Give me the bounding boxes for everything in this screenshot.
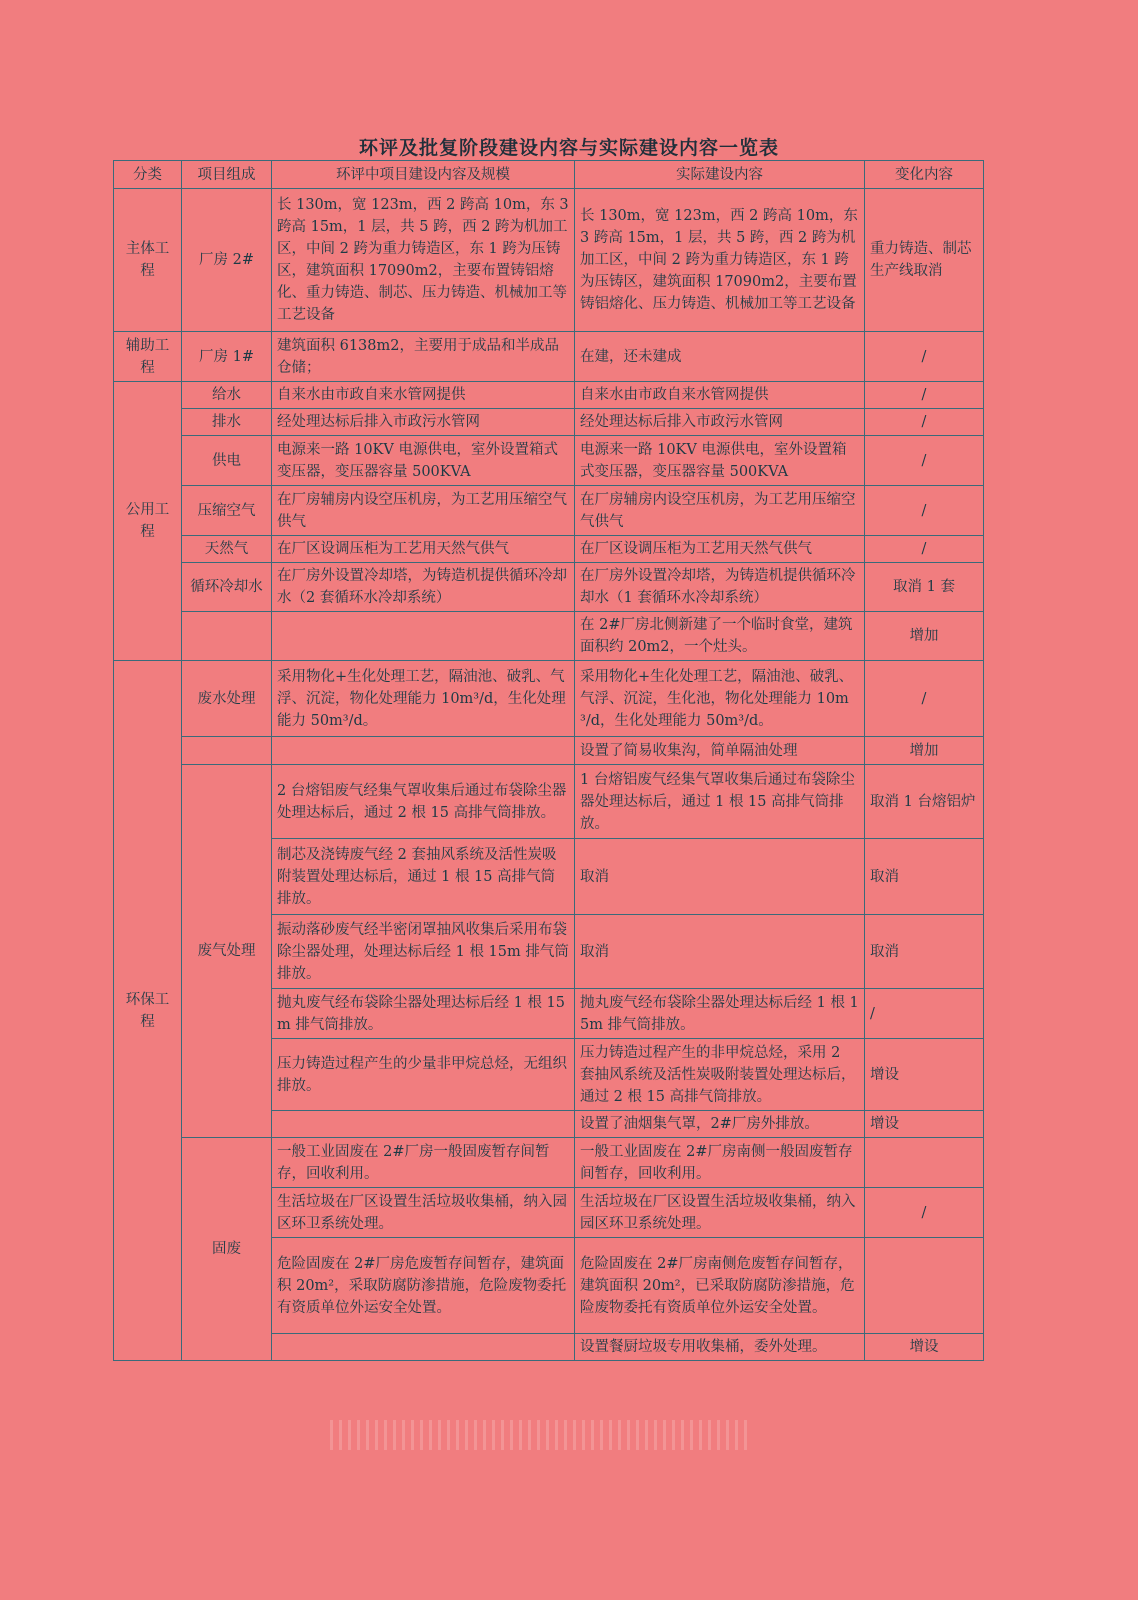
- eia-cell: [272, 612, 575, 661]
- eia-cell: 压力铸造过程产生的少量非甲烷总烃，无组织排放。: [272, 1039, 575, 1111]
- component-cell: 废气处理: [182, 765, 272, 1138]
- eia-cell: 危险固废在 2#厂房危废暂存间暂存，建筑面积 20m²，采取防腐防渗措施，危险废物委托有资质单位外运安全处置。: [272, 1238, 575, 1334]
- actual-cell: 在 2#厂房北侧新建了一个临时食堂，建筑面积约 20m2，一个灶头。: [575, 612, 865, 661]
- change-cell: 增设: [865, 1039, 984, 1111]
- table-row: [114, 409, 984, 436]
- actual-cell: 长 130m，宽 123m，西 2 跨高 10m，东 3 跨高 15m，1 层，共 5 跨，西 2 跨为机加工区，中间 2 跨为重力铸造区，东 1 跨为压铸区，建筑面积 17090m2，主要布置铸铝熔化、压力铸造、机械加工等工艺设备: [575, 189, 865, 332]
- eia-cell: 2 台熔铝废气经集气罩收集后通过布袋除尘器处理达标后，通过 2 根 15 高排气筒排放。: [272, 765, 575, 839]
- actual-cell: 生活垃圾在厂区设置生活垃圾收集桶，纳入园区环卫系统处理。: [575, 1188, 865, 1238]
- table-header-row: [114, 161, 984, 189]
- change-cell: 取消 1 套: [865, 563, 984, 612]
- change-cell: /: [865, 661, 984, 737]
- component-cell: 固废: [182, 1138, 272, 1361]
- table-row: [114, 563, 984, 612]
- component-cell: 废水处理: [182, 661, 272, 737]
- actual-cell: 采用物化+生化处理工艺，隔油池、破乳、气浮、沉淀，生化池，物化处理能力 10m³/d，生化处理能力 50m³/d。: [575, 661, 865, 737]
- change-cell: [865, 1238, 984, 1334]
- change-cell: 增设: [865, 1111, 984, 1138]
- eia-cell: 长 130m，宽 123m，西 2 跨高 10m，东 3 跨高 15m，1 层，共 5 跨，西 2 跨为机加工区，中间 2 跨为重力铸造区，东 1 跨为压铸区，建筑面积 17090m2，主要布置铸铝熔化、重力铸造、制芯、压力铸造、机械加工等工艺设备: [272, 189, 575, 332]
- change-cell: /: [865, 332, 984, 382]
- change-cell: /: [865, 536, 984, 563]
- change-cell: /: [865, 486, 984, 536]
- change-cell: /: [865, 989, 984, 1039]
- component-cell: 厂房 2#: [182, 189, 272, 332]
- table-row: [114, 765, 984, 839]
- eia-cell: 在厂房辅房内设空压机房，为工艺用压缩空气供气: [272, 486, 575, 536]
- table-row: [114, 332, 984, 382]
- comparison-table: [113, 160, 984, 1361]
- table-row: [114, 382, 984, 409]
- eia-cell: 抛丸废气经布袋除尘器处理达标后经 1 根 15m 排气筒排放。: [272, 989, 575, 1039]
- table-row: [114, 737, 984, 765]
- actual-cell: 在厂房外设置冷却塔，为铸造机提供循环冷却水（1 套循环水冷却系统）: [575, 563, 865, 612]
- change-cell: /: [865, 1188, 984, 1238]
- change-cell: 取消: [865, 839, 984, 915]
- category-cell: 辅助工程: [114, 332, 182, 382]
- table-row: [114, 486, 984, 536]
- table-row: [114, 661, 984, 737]
- change-cell: [865, 1138, 984, 1188]
- component-cell: 供电: [182, 436, 272, 486]
- table-row: [114, 536, 984, 563]
- component-cell: [182, 737, 272, 765]
- table-row: [114, 189, 984, 332]
- table-row: [114, 1138, 984, 1188]
- header-eia: 环评中项目建设内容及规模: [272, 161, 575, 189]
- component-cell: 压缩空气: [182, 486, 272, 536]
- change-cell: /: [865, 409, 984, 436]
- actual-cell: 1 台熔铝废气经集气罩收集后通过布袋除尘器处理达标后，通过 1 根 15 高排气筒排放。: [575, 765, 865, 839]
- actual-cell: 在厂房辅房内设空压机房，为工艺用压缩空气供气: [575, 486, 865, 536]
- eia-cell: 制芯及浇铸废气经 2 套抽风系统及活性炭吸附装置处理达标后，通过 1 根 15 高排气筒排放。: [272, 839, 575, 915]
- category-cell: 公用工程: [114, 382, 182, 661]
- eia-cell: 采用物化+生化处理工艺，隔油池、破乳、气浮、沉淀，物化处理能力 10m³/d，生化处理能力 50m³/d。: [272, 661, 575, 737]
- component-cell: 给水: [182, 382, 272, 409]
- actual-cell: 一般工业固废在 2#厂房南侧一般固废暂存间暂存，回收利用。: [575, 1138, 865, 1188]
- eia-cell: 生活垃圾在厂区设置生活垃圾收集桶，纳入园区环卫系统处理。: [272, 1188, 575, 1238]
- table-row: [114, 612, 984, 661]
- eia-cell: 振动落砂废气经半密闭罩抽风收集后采用布袋除尘器处理，处理达标后经 1 根 15m 排气筒排放。: [272, 915, 575, 989]
- change-cell: 增设: [865, 1334, 984, 1361]
- scan-smudge: [330, 1420, 750, 1450]
- header-actual: 实际建设内容: [575, 161, 865, 189]
- actual-cell: 在厂区设调压柜为工艺用天然气供气: [575, 536, 865, 563]
- component-cell: 循环冷却水: [182, 563, 272, 612]
- eia-cell: [272, 1334, 575, 1361]
- actual-cell: 自来水由市政自来水管网提供: [575, 382, 865, 409]
- eia-cell: 建筑面积 6138m2，主要用于成品和半成品仓储；: [272, 332, 575, 382]
- category-cell: 环保工程: [114, 661, 182, 1361]
- actual-cell: 取消: [575, 915, 865, 989]
- header-component: 项目组成: [182, 161, 272, 189]
- actual-cell: 在建，还未建成: [575, 332, 865, 382]
- eia-cell: 一般工业固废在 2#厂房一般固废暂存间暂存，回收利用。: [272, 1138, 575, 1188]
- change-cell: 重力铸造、制芯生产线取消: [865, 189, 984, 332]
- eia-cell: [272, 737, 575, 765]
- component-cell: 厂房 1#: [182, 332, 272, 382]
- change-cell: /: [865, 382, 984, 409]
- eia-cell: 电源来一路 10KV 电源供电，室外设置箱式变压器，变压器容量 500KVA: [272, 436, 575, 486]
- eia-cell: 在厂区设调压柜为工艺用天然气供气: [272, 536, 575, 563]
- actual-cell: 电源来一路 10KV 电源供电，室外设置箱式变压器，变压器容量 500KVA: [575, 436, 865, 486]
- change-cell: 取消 1 台熔铝炉: [865, 765, 984, 839]
- header-category: 分类: [114, 161, 182, 189]
- change-cell: 增加: [865, 612, 984, 661]
- table-row: [114, 436, 984, 486]
- actual-cell: 设置了简易收集沟，简单隔油处理: [575, 737, 865, 765]
- component-cell: 排水: [182, 409, 272, 436]
- component-cell: 天然气: [182, 536, 272, 563]
- actual-cell: 设置餐厨垃圾专用收集桶，委外处理。: [575, 1334, 865, 1361]
- component-cell: [182, 612, 272, 661]
- actual-cell: 经处理达标后排入市政污水管网: [575, 409, 865, 436]
- actual-cell: 抛丸废气经布袋除尘器处理达标后经 1 根 15m 排气筒排放。: [575, 989, 865, 1039]
- change-cell: 增加: [865, 737, 984, 765]
- actual-cell: 危险固废在 2#厂房南侧危废暂存间暂存，建筑面积 20m²，已采取防腐防渗措施，危险废物委托有资质单位外运安全处置。: [575, 1238, 865, 1334]
- eia-cell: [272, 1111, 575, 1138]
- actual-cell: 取消: [575, 839, 865, 915]
- eia-cell: 经处理达标后排入市政污水管网: [272, 409, 575, 436]
- eia-cell: 自来水由市政自来水管网提供: [272, 382, 575, 409]
- header-change: 变化内容: [865, 161, 984, 189]
- category-cell: 主体工程: [114, 189, 182, 332]
- document-title: 环评及批复阶段建设内容与实际建设内容一览表: [358, 137, 779, 159]
- change-cell: 取消: [865, 915, 984, 989]
- change-cell: /: [865, 436, 984, 486]
- actual-cell: 压力铸造过程产生的非甲烷总烃，采用 2 套抽风系统及活性炭吸附装置处理达标后，通过 2 根 15 高排气筒排放。: [575, 1039, 865, 1111]
- eia-cell: 在厂房外设置冷却塔，为铸造机提供循环冷却水（2 套循环水冷却系统）: [272, 563, 575, 612]
- actual-cell: 设置了油烟集气罩，2#厂房外排放。: [575, 1111, 865, 1138]
